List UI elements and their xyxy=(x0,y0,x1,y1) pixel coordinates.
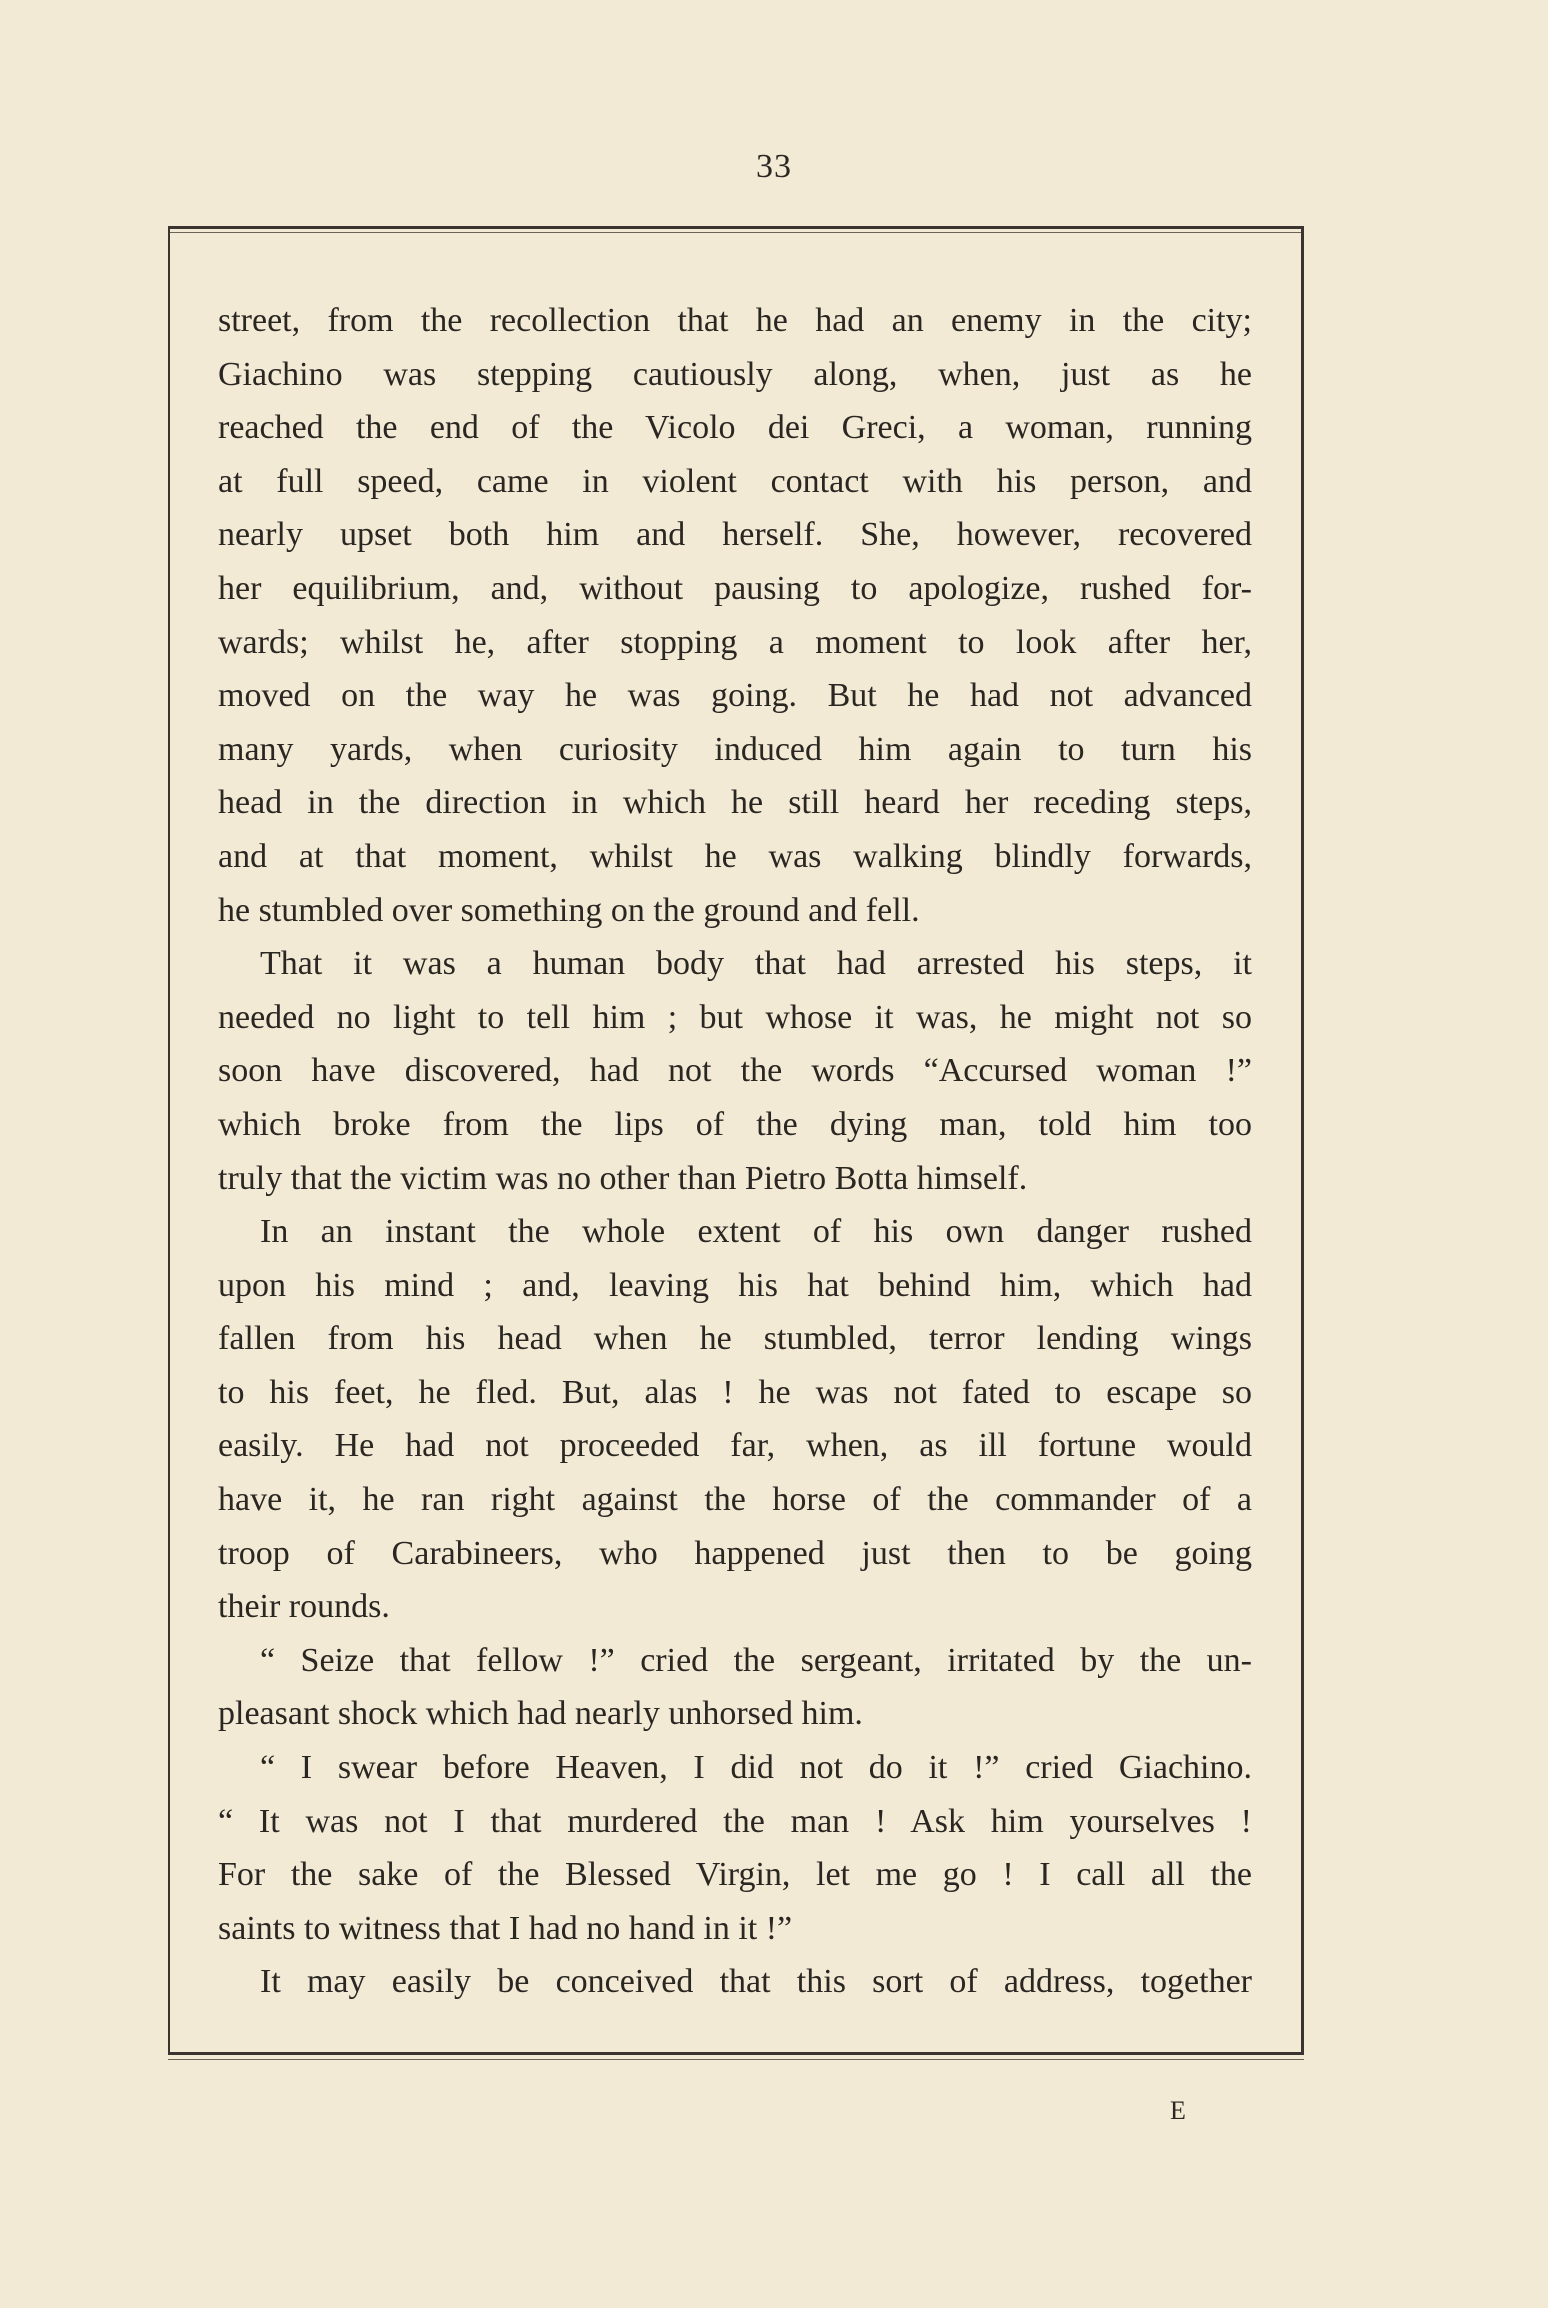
text-line: “ It was not I that murdered the man ! Ask him yourselves ! xyxy=(218,1802,1252,1840)
text-line: which broke from the lips of the dying man, told him too xyxy=(218,1105,1252,1143)
text-line: reached the end of the Vicolo dei Greci, a woman, running xyxy=(218,409,1252,447)
paragraph-start-line: It may easily be conceived that this sort of address, together xyxy=(260,1963,1252,2001)
text-line: head in the direction in which he still heard her receding steps, xyxy=(218,784,1252,822)
text-line: to his feet, he fled. But, alas ! he was not fated to escape so xyxy=(218,1373,1252,1411)
text-line: street, from the recollection that he had an enemy in the city; xyxy=(218,302,1252,339)
text-line: Giachino was stepping cautiously along, when, just as he xyxy=(218,355,1252,393)
text-line: and at that moment, whilst he was walking blindly forwards, xyxy=(218,837,1252,875)
frame-bottom-rule-thin xyxy=(168,2059,1304,2060)
text-line: upon his mind ; and, leaving his hat behind him, which had xyxy=(218,1266,1252,1304)
text-line: needed no light to tell him ; but whose it was, he might not so xyxy=(218,998,1252,1036)
frame-bottom-rule xyxy=(168,2052,1304,2055)
text-line: her equilibrium, and, without pausing to apologize, rushed for- xyxy=(218,569,1252,607)
text-line: he stumbled over something on the ground and fell. xyxy=(218,891,920,929)
text-line: wards; whilst he, after stopping a moment to look after her, xyxy=(218,623,1252,661)
text-line: troop of Carabineers, who happened just then to be going xyxy=(218,1534,1252,1572)
text-line: easily. He had not proceeded far, when, as ill fortune would xyxy=(218,1427,1252,1465)
text-line: saints to witness that I had no hand in it !” xyxy=(218,1909,793,1947)
signature-mark: E xyxy=(1170,2096,1187,2125)
text-line: have it, he ran right against the horse of the commander of a xyxy=(218,1481,1252,1519)
text-line: For the sake of the Blessed Virgin, let me go ! I call all the xyxy=(218,1856,1252,1894)
text-line: fallen from his head when he stumbled, terror lending wings xyxy=(218,1320,1252,1358)
paragraph-start-line: In an instant the whole extent of his own danger rushed xyxy=(260,1213,1252,1251)
text-line: soon have discovered, had not the words “Accursed woman !” xyxy=(218,1052,1252,1090)
text-line: moved on the way he was going. But he had not advanced xyxy=(218,677,1252,715)
paragraph-start-line: That it was a human body that had arrested his steps, it xyxy=(260,945,1252,983)
text-line: at full speed, came in violent contact with his person, and xyxy=(218,462,1252,500)
paragraph-start-line: “ I swear before Heaven, I did not do it !” cried Giachino. xyxy=(260,1749,1252,1787)
text-line: many yards, when curiosity induced him again to turn his xyxy=(218,730,1252,768)
text-line: nearly upset both him and herself. She, however, recovered xyxy=(218,516,1252,554)
paragraph-start-line: “ Seize that fellow !” cried the sergeant, irritated by the un- xyxy=(260,1641,1252,1679)
text-line: pleasant shock which had nearly unhorsed him. xyxy=(218,1695,863,1733)
page-number: 33 xyxy=(756,148,792,185)
body-text xyxy=(218,294,1252,2009)
text-line: their rounds. xyxy=(218,1588,390,1626)
text-line: truly that the victim was no other than Pietro Botta himself. xyxy=(218,1159,1028,1197)
